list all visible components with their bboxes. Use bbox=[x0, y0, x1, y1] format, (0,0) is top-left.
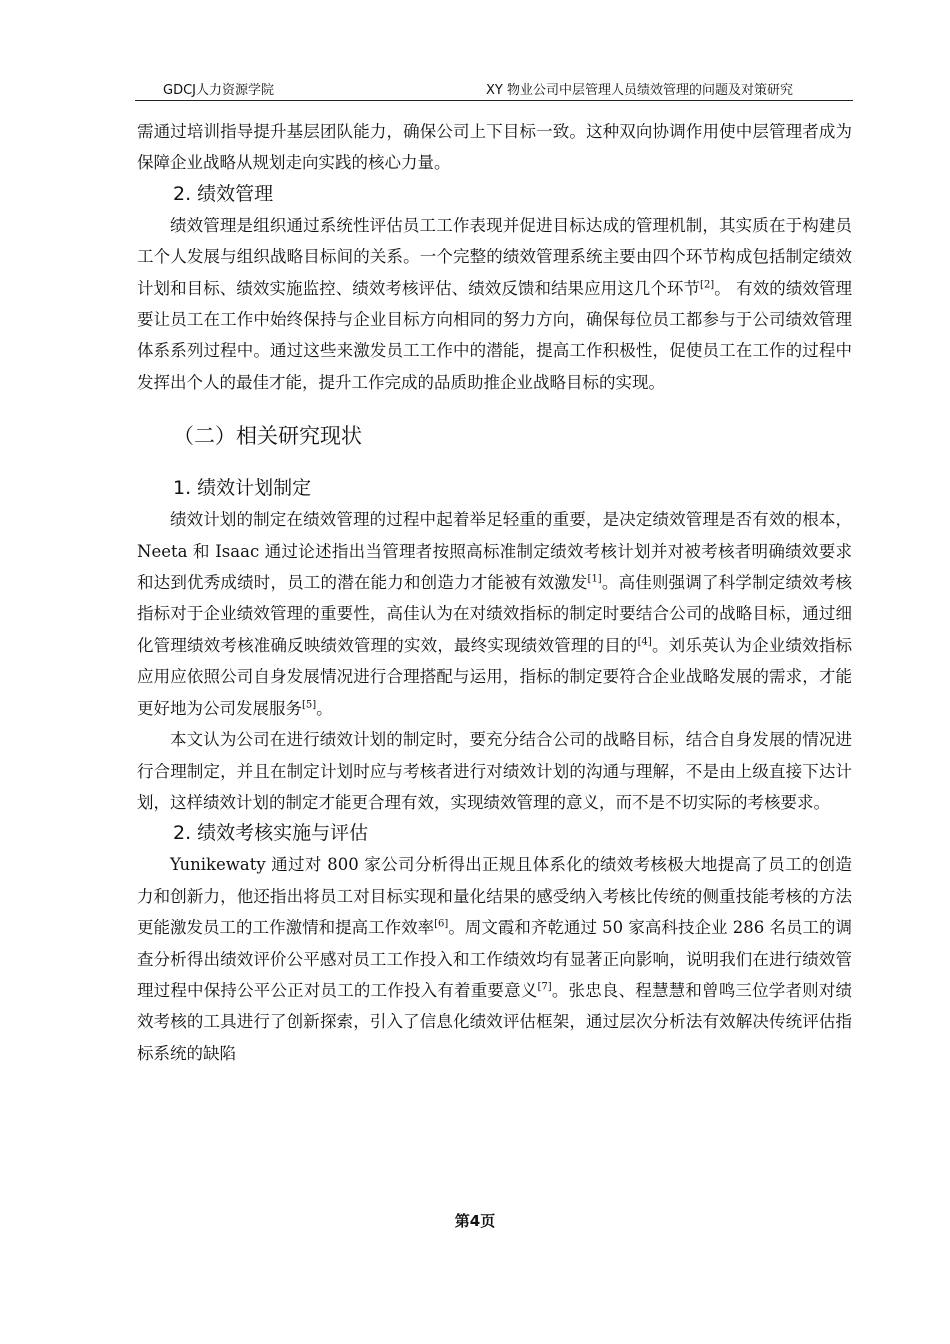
heading-performance-management: 2. 绩效管理 bbox=[173, 182, 274, 205]
citation-ref: [2] bbox=[700, 279, 715, 291]
paragraph-continuation: 需通过培训指导提升基层团队能力，确保公司上下目标一致。这种双向协调作用使中层管理者成为保障企业战略从规划走向实践的核心力量。 bbox=[137, 122, 852, 173]
paragraph-author-view: 本文认为公司在进行绩效计划的制定时，要充分结合公司的战略目标，结合自身发展的情况进行合理制定，并且在制定计划时应与考核者进行对绩效计划的沟通与理解，不是由上级直接下达计划，这样绩效计划的制定才能更合理有效，实现绩效管理的意义，而不是不切实际的考核要求。 bbox=[137, 730, 852, 812]
section-heading-research-status: （二）相关研究现状 bbox=[173, 424, 362, 449]
header-thesis-title: XY 物业公司中层管理人员绩效管理的问题及对策研究 bbox=[486, 83, 793, 98]
page-number: 第4页 bbox=[454, 1212, 496, 1230]
text-run: 。高佳则强调了科学制定绩效考核指标对于企业绩效管理的重要性，高佳认为在对绩效指标的制定时要结合公司的战略目标，通过细化管理绩效考核准确反映绩效管理的实效，最终实现绩效管理的目的 bbox=[137, 573, 853, 655]
text-run: 。周文霞和齐乾通过 50 家高科技企业 286 名员工的调查分析得出绩效评价公平感对员工工作投入和工作绩效均有显著正向影响，说明我们在进行绩效管理过程中保持公平公正对员工的工作投入有着重要意义 bbox=[137, 918, 853, 1000]
citation-ref: [1] bbox=[587, 573, 602, 585]
page-header bbox=[135, 76, 853, 101]
page-body bbox=[137, 116, 852, 1069]
text-run: 。 有效的绩效管理要让员工在工作中始终保持与企业目标方向相同的努力方向，确保每位员工都参与于公司绩效管理体系系列过程中。通过这些来激发员工工作中的潜能，提高工作积极性，促使员工在工作的过程中发挥出个人的最佳才能，提升工作完成的品质助推企业战略目标的实现。 bbox=[137, 278, 853, 392]
citation-ref: [4] bbox=[637, 636, 652, 648]
citation-ref: [6] bbox=[434, 918, 449, 930]
text-run: 。刘乐英认为企业绩效指标应用应依照公司自身发展情况进行合理搭配与运用，指标的制定要符合企业战略发展的需求，才能更好地为公司发展服务 bbox=[137, 635, 853, 718]
text-run: 绩效计划的制定在绩效管理的过程中起着举足轻重的重要，是决定绩效管理是否有效的根本，Neeta 和 Isaac 通过论述指出当管理者按照高标准制定绩效考核计划并对被考核者明确绩效要求和达到优秀成绩时，员工的潜在能力和创造力才能被有效激发 bbox=[137, 510, 852, 593]
text-run: 绩效管理是组织通过系统性评估员工工作表现并促进目标达成的管理机制，其实质在于构建员工个人发展与组织战略目标间的关系。一个完整的绩效管理系统主要由四个环节构成包括制定绩效计划和目标、绩效实施监控、绩效考核评估、绩效反馈和结果应用这几个环节 bbox=[137, 215, 852, 298]
heading-performance-plan: 1. 绩效计划制定 bbox=[173, 477, 312, 500]
citation-ref: [7] bbox=[537, 981, 552, 993]
heading-performance-evaluation: 2. 绩效考核实施与评估 bbox=[173, 822, 369, 845]
header-institution: GDCJ人力资源学院 bbox=[163, 83, 274, 98]
text-run: Yunikewaty 通过对 800 家公司分析得出正规且体系化的绩效考核极大地提高了员工的创造力和创新力，他还指出将员工对目标实现和量化结果的感受纳入考核比传统的侧重技能考核的方法更能激发员工的工作激情和提高工作效率 bbox=[137, 855, 852, 938]
paragraph-performance-evaluation bbox=[137, 849, 852, 1069]
citation-ref: [5] bbox=[302, 699, 317, 711]
text-run: 。 bbox=[316, 698, 333, 718]
paragraph-performance-management bbox=[137, 210, 852, 398]
text-run: 。张忠良、程慧慧和曾鸣三位学者则对绩效考核的工具进行了创新探索，引入了信息化绩效评估框架，通过层次分析法有效解决传统评估指标系统的缺陷 bbox=[137, 980, 853, 1063]
paragraph-performance-plan bbox=[137, 504, 852, 724]
